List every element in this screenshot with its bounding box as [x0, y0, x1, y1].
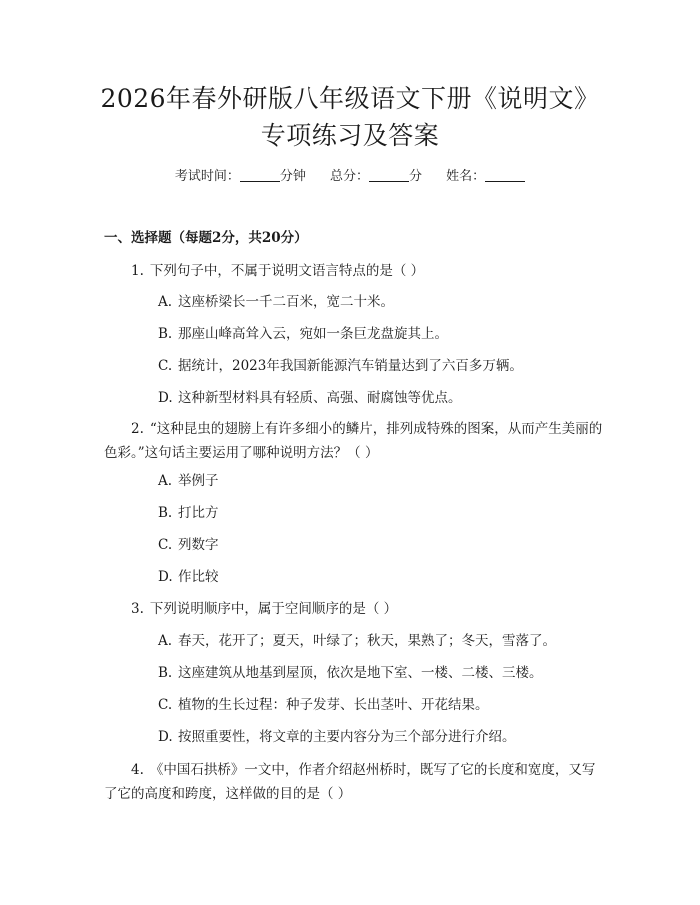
- option-letter: A.: [158, 473, 173, 489]
- question-1-option-d: [158, 387, 462, 409]
- question-number: 1.: [131, 263, 144, 279]
- option-text: 据统计，2023年我国新能源汽车销量达到了六百多万辆。: [178, 358, 523, 374]
- option-letter: D.: [158, 729, 173, 745]
- exam-time-unit: 分钟: [279, 169, 306, 184]
- question-text: 《中国石拱桥》一文中，作者介绍赵州桥时，既写了它的长度和宽度，又写了它的高度和跨度，这样做的目的是（ ）: [104, 762, 596, 802]
- question-3-option-d: [158, 726, 516, 748]
- question-1-option-a: [158, 291, 394, 313]
- option-letter: D.: [158, 569, 173, 585]
- exam-time-field: [175, 166, 306, 188]
- option-letter: C.: [158, 537, 173, 553]
- question-2: [104, 417, 604, 465]
- question-3-option-c: [158, 694, 489, 716]
- question-number: 2.: [131, 421, 144, 437]
- student-name-field: [446, 166, 525, 188]
- question-1-option-c: [158, 355, 523, 377]
- question-text: 下列句子中，不属于说明文语言特点的是（ ）: [149, 263, 425, 279]
- exam-time-label: 考试时间：: [174, 169, 240, 184]
- document-title-line-2: 专项练习及答案: [260, 121, 440, 150]
- question-2-option-c: [158, 534, 219, 556]
- option-text: 这座桥梁长一千二百米，宽二十米。: [178, 294, 394, 310]
- question-text: 下列说明顺序中，属于空间顺序的是（ ）: [149, 601, 398, 617]
- option-letter: B.: [158, 505, 173, 521]
- question-number: 4.: [131, 762, 144, 778]
- option-text: 作比较: [178, 569, 219, 585]
- question-text: “这种昆虫的翅膀上有许多细小的鳞片，排列成特殊的图案，从而产生美丽的色彩。”这句话主要运用了哪种说明方法？（ ）: [104, 421, 603, 461]
- option-letter: C.: [158, 358, 173, 374]
- question-2-option-d: [158, 566, 219, 588]
- question-2-option-b: [158, 502, 219, 524]
- option-text: 按照重要性，将文章的主要内容分为三个部分进行介绍。: [178, 729, 516, 745]
- option-text: 打比方: [178, 505, 219, 521]
- question-3-option-b: [158, 662, 543, 684]
- question-number: 3.: [131, 601, 144, 617]
- question-3: [104, 597, 604, 621]
- question-3-option-a: [158, 630, 556, 652]
- student-name-label: 姓名：: [446, 169, 486, 184]
- option-text: 植物的生长过程：种子发芽、长出茎叶、开花结果。: [178, 697, 489, 713]
- option-letter: B.: [158, 665, 173, 681]
- document-title-line-1: 2026年春外研版八年级语文下册《说明文》: [100, 84, 600, 113]
- option-letter: B.: [158, 326, 173, 342]
- question-1: [104, 259, 604, 283]
- option-text: 春天，花开了；夏天，叶绿了；秋天，果熟了；冬天，雪落了。: [178, 633, 556, 649]
- option-text: 那座山峰高耸入云，宛如一条巨龙盘旋其上。: [178, 326, 448, 342]
- option-text: 举例子: [178, 473, 219, 489]
- total-score-field: [330, 166, 422, 188]
- question-4: [104, 758, 604, 806]
- total-score-label: 总分：: [329, 169, 369, 184]
- section-heading-multiple-choice: 一、选择题（每题2分，共20分）: [104, 230, 308, 246]
- option-letter: A.: [158, 633, 173, 649]
- option-text: 列数字: [178, 537, 219, 553]
- option-text: 这座建筑从地基到屋顶，依次是地下室、一楼、二楼、三楼。: [178, 665, 543, 681]
- question-2-option-a: [158, 470, 219, 492]
- question-1-option-b: [158, 323, 448, 345]
- option-letter: D.: [158, 390, 173, 406]
- option-letter: C.: [158, 697, 173, 713]
- exam-info-row: [0, 166, 700, 188]
- total-score-unit: 分: [409, 169, 423, 184]
- option-text: 这种新型材料具有轻质、高强、耐腐蚀等优点。: [178, 390, 462, 406]
- option-letter: A.: [158, 294, 173, 310]
- student-name-blank: [485, 167, 525, 182]
- total-score-blank: [369, 167, 409, 182]
- exam-time-blank: [240, 167, 280, 182]
